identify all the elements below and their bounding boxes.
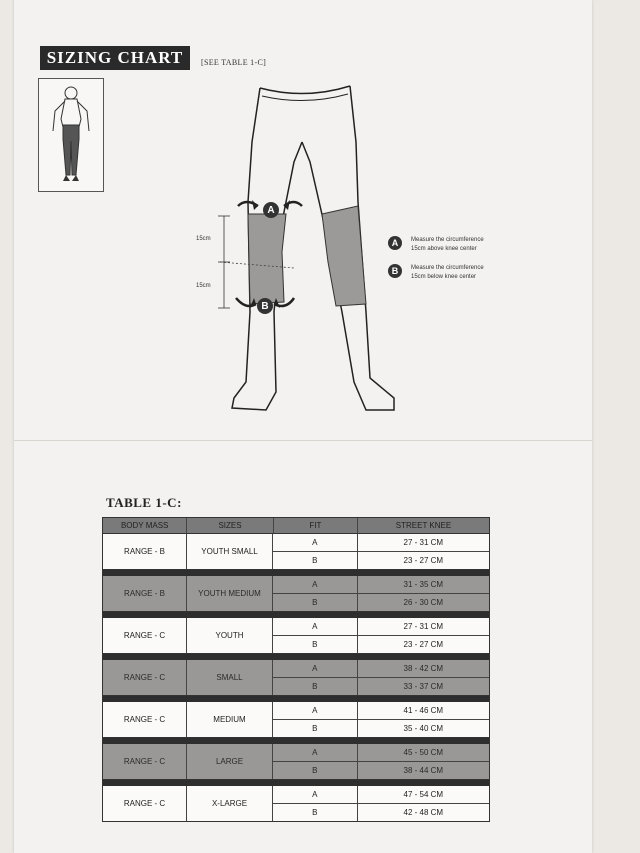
fit-cell: B [273, 762, 358, 779]
table-body [102, 534, 490, 822]
legend-item-b [388, 264, 511, 282]
street-knee-cell: 23 - 27 CM [403, 640, 444, 649]
point-a-marker: A [267, 205, 275, 216]
leg-measurement-diagram [190, 82, 410, 427]
column-header-street-knee: STREET KNEE [395, 521, 452, 530]
table-reference: [SEE TABLE 1-C] [201, 58, 267, 67]
fit-cell: B [273, 636, 358, 653]
body-figure-thumbnail [38, 78, 104, 192]
size-cell: YOUTH [187, 618, 273, 653]
table-row [273, 744, 489, 762]
street-knee-cell: 26 - 30 CM [403, 598, 444, 607]
table-row [273, 762, 489, 779]
table-row [273, 576, 489, 594]
table-size-group [102, 702, 490, 738]
table-size-group [102, 744, 490, 780]
size-cell: LARGE [187, 744, 273, 779]
column-header-fit: FIT [274, 518, 358, 533]
paper-fold-line [14, 440, 592, 441]
point-b-marker: B [261, 301, 269, 312]
street-knee-cell: 35 - 40 CM [403, 724, 444, 733]
body-mass-cell: RANGE - C [103, 744, 187, 779]
street-knee-cell: 38 - 42 CM [403, 664, 444, 673]
size-cell: X-LARGE [187, 786, 273, 821]
street-knee-cell: 47 - 54 CM [403, 790, 444, 799]
fit-cell: B [273, 552, 358, 569]
legend-item-a [388, 236, 511, 254]
size-cell: MEDIUM [187, 702, 273, 737]
fit-cell: A [273, 660, 358, 677]
street-knee-cell: 27 - 31 CM [403, 538, 444, 547]
fit-cell: B [273, 678, 358, 695]
size-cell: YOUTH SMALL [187, 534, 273, 569]
body-mass-cell: RANGE - C [103, 786, 187, 821]
table-size-group [102, 618, 490, 654]
legend-a-line1: Measure the circumference [411, 237, 484, 243]
fit-cell: A [273, 702, 358, 719]
table-row [273, 720, 489, 737]
legend-b-line1: Measure the circumference [411, 265, 484, 271]
body-mass-cell: RANGE - C [103, 660, 187, 695]
fit-cell: B [273, 594, 358, 611]
street-knee-cell: 38 - 44 CM [403, 766, 444, 775]
table-row [273, 660, 489, 678]
table-row [273, 534, 489, 552]
table-title: TABLE 1-C: [106, 495, 182, 510]
upper-dimension-label: 15cm [196, 236, 211, 242]
street-knee-cell: 33 - 37 CM [403, 682, 444, 691]
street-knee-cell: 41 - 46 CM [403, 706, 444, 715]
table-row [273, 618, 489, 636]
body-figure-icon [39, 79, 103, 191]
table-size-group [102, 534, 490, 570]
legend-b-line2: 15cm below knee center [411, 274, 477, 280]
body-mass-cell: RANGE - B [103, 534, 187, 569]
street-knee-cell: 23 - 27 CM [403, 556, 444, 565]
sizing-table [102, 517, 490, 822]
table-row [273, 552, 489, 569]
body-mass-cell: RANGE - C [103, 702, 187, 737]
fit-cell: A [273, 786, 358, 803]
size-cell: YOUTH MEDIUM [187, 576, 273, 611]
table-size-group [102, 660, 490, 696]
fit-cell: B [273, 720, 358, 737]
table-row [273, 636, 489, 653]
column-header-body-mass: BODY MASS [103, 518, 187, 533]
legend-b-icon: B [388, 264, 402, 278]
fit-cell: A [273, 534, 358, 551]
table-row [273, 678, 489, 695]
table-row [273, 702, 489, 720]
table-header-row [102, 517, 490, 534]
body-mass-cell: RANGE - B [103, 576, 187, 611]
street-knee-cell: 27 - 31 CM [403, 622, 444, 631]
table-row [273, 804, 489, 821]
fit-cell: A [273, 744, 358, 761]
street-knee-cell: 42 - 48 CM [403, 808, 444, 817]
legend-a-line2: 15cm above knee center [411, 246, 477, 252]
fit-cell: A [273, 576, 358, 593]
size-cell: SMALL [187, 660, 273, 695]
legs-illustration [190, 82, 410, 422]
column-header-sizes: SIZES [187, 518, 273, 533]
street-knee-cell: 31 - 35 CM [403, 580, 444, 589]
legend-a-icon: A [388, 236, 402, 250]
street-knee-cell: 45 - 50 CM [403, 748, 444, 757]
table-size-group [102, 576, 490, 612]
fit-cell: A [273, 618, 358, 635]
body-mass-cell: RANGE - C [103, 618, 187, 653]
table-row [273, 786, 489, 804]
measurement-legend [388, 236, 511, 292]
table-row [273, 594, 489, 611]
lower-dimension-label: 15cm [196, 283, 211, 289]
fit-cell: B [273, 804, 358, 821]
page-title: SIZING CHART [40, 46, 190, 70]
table-size-group [102, 786, 490, 822]
